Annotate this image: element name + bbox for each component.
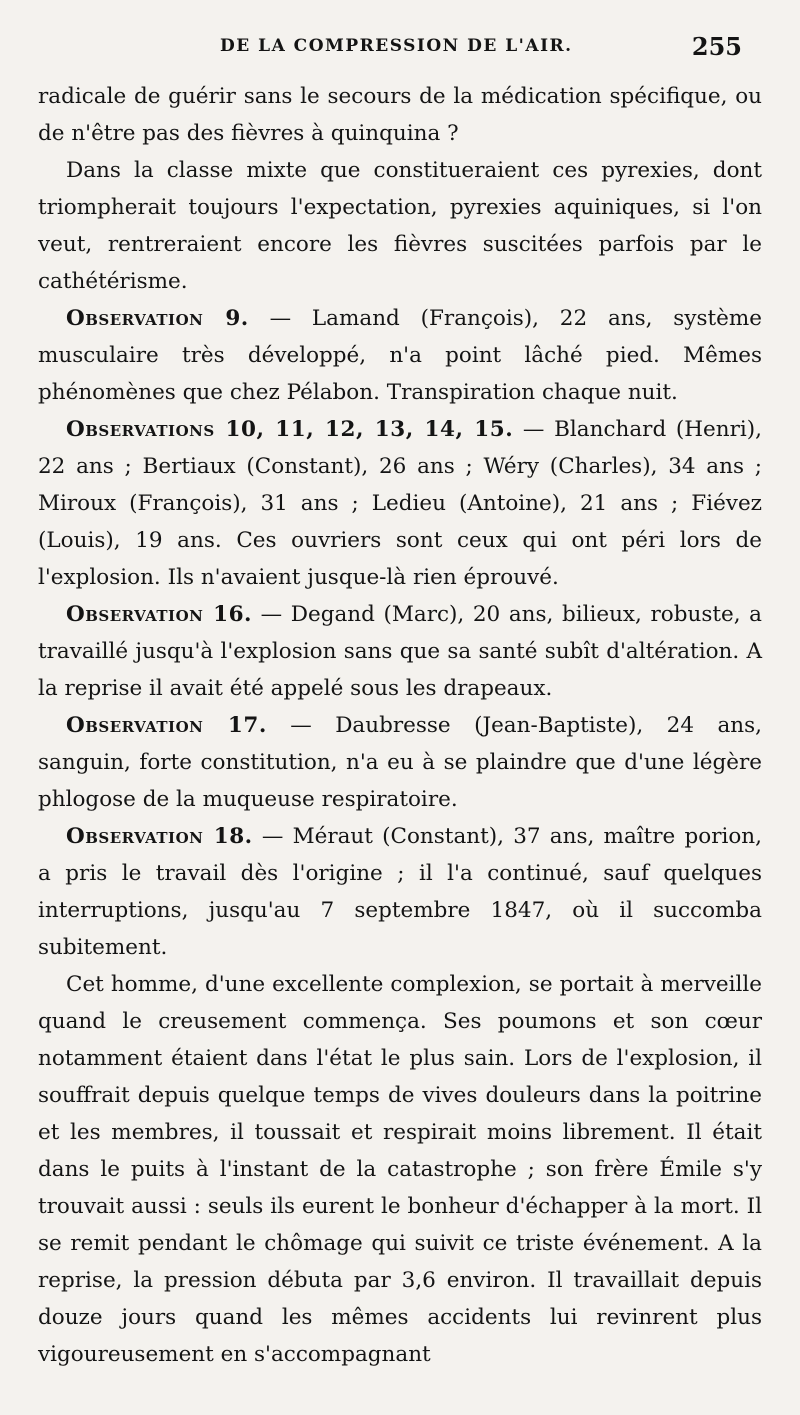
- observation-17: [38, 707, 762, 818]
- observation-text: — Méraut (Constant), 37 ans, maître porion, a pris le travail dès l'origine ; il l'a continué, sauf quelques interruptions, jusqu'au 7 septembre 1847, où il succomba subitement.: [38, 824, 762, 960]
- body-text: [38, 78, 762, 1373]
- observation-heading: Observation 18.: [66, 824, 253, 849]
- observation-heading: Observation 9.: [66, 306, 249, 331]
- observations-10-15: [38, 411, 762, 596]
- observation-text: — Daubresse (Jean-Baptiste), 24 ans, sanguin, forte constitution, n'a eu à se plaindre que d'une légère phlogose de la muqueuse respiratoire.: [38, 713, 762, 812]
- observation-text: — Lamand (François), 22 ans, système musculaire très développé, n'a point lâché pied. Mêmes phénomènes que chez Pélabon. Transpiration chaque nuit.: [38, 306, 762, 405]
- page-number: 255: [691, 32, 742, 61]
- running-title: DE LA COMPRESSION DE L'AIR.: [220, 36, 573, 56]
- paragraph-case-history: [38, 966, 762, 1373]
- paragraph-continuation: [38, 78, 762, 152]
- page-header: [0, 32, 800, 66]
- observation-18: [38, 818, 762, 966]
- paragraph-pyrexies: [38, 152, 762, 300]
- paragraph-text: Dans la classe mixte que constitueraient ces pyrexies, dont triompherait toujours l'expectation, pyrexies aquiniques, si l'on veut, rentreraient encore les fièvres suscitées parfois par le cathétérisme.: [38, 158, 762, 294]
- observation-heading: Observations 10, 11, 12, 13, 14, 15.: [66, 417, 514, 442]
- observation-9: [38, 300, 762, 411]
- observation-heading: Observation 17.: [66, 713, 267, 738]
- observation-text: — Degand (Marc), 20 ans, bilieux, robuste, a travaillé jusqu'à l'explosion sans que sa santé subît d'altération. A la reprise il avait été appelé sous les drapeaux.: [38, 602, 762, 701]
- observation-heading: Observation 16.: [66, 602, 253, 627]
- observation-text: — Blanchard (Henri), 22 ans ; Bertiaux (Constant), 26 ans ; Wéry (Charles), 34 ans ; Miroux (François), 31 ans ; Ledieu (Antoine), 21 ans ; Fiévez (Louis), 19 ans. Ces ouvriers sont ceux qui ont péri lors de l'explosion. Ils n'avaient jusque-là rien éprouvé.: [38, 417, 762, 590]
- paragraph-text: radicale de guérir sans le secours de la médication spécifique, ou de n'être pas des fièvres à quinquina ?: [38, 84, 762, 146]
- paragraph-text: Cet homme, d'une excellente complexion, se portait à merveille quand le creusement commença. Ses poumons et son cœur notamment étaient dans l'état le plus sain. Lors de l'explosion, il souffrait depuis quelque temps de vives douleurs dans la poitrine et les membres, il toussait et respirait moins librement. Il était dans le puits à l'instant de la catastrophe ; son frère Émile s'y trouvait aussi : seuls ils eurent le bonheur d'échapper à la mort. Il se remit pendant le chômage qui suivit ce triste événement. A la reprise, la pression débuta par 3,6 environ. Il travaillait depuis douze jours quand les mêmes accidents lui revinrent plus vigoureusement en s'accompagnant: [38, 972, 762, 1367]
- observation-16: [38, 596, 762, 707]
